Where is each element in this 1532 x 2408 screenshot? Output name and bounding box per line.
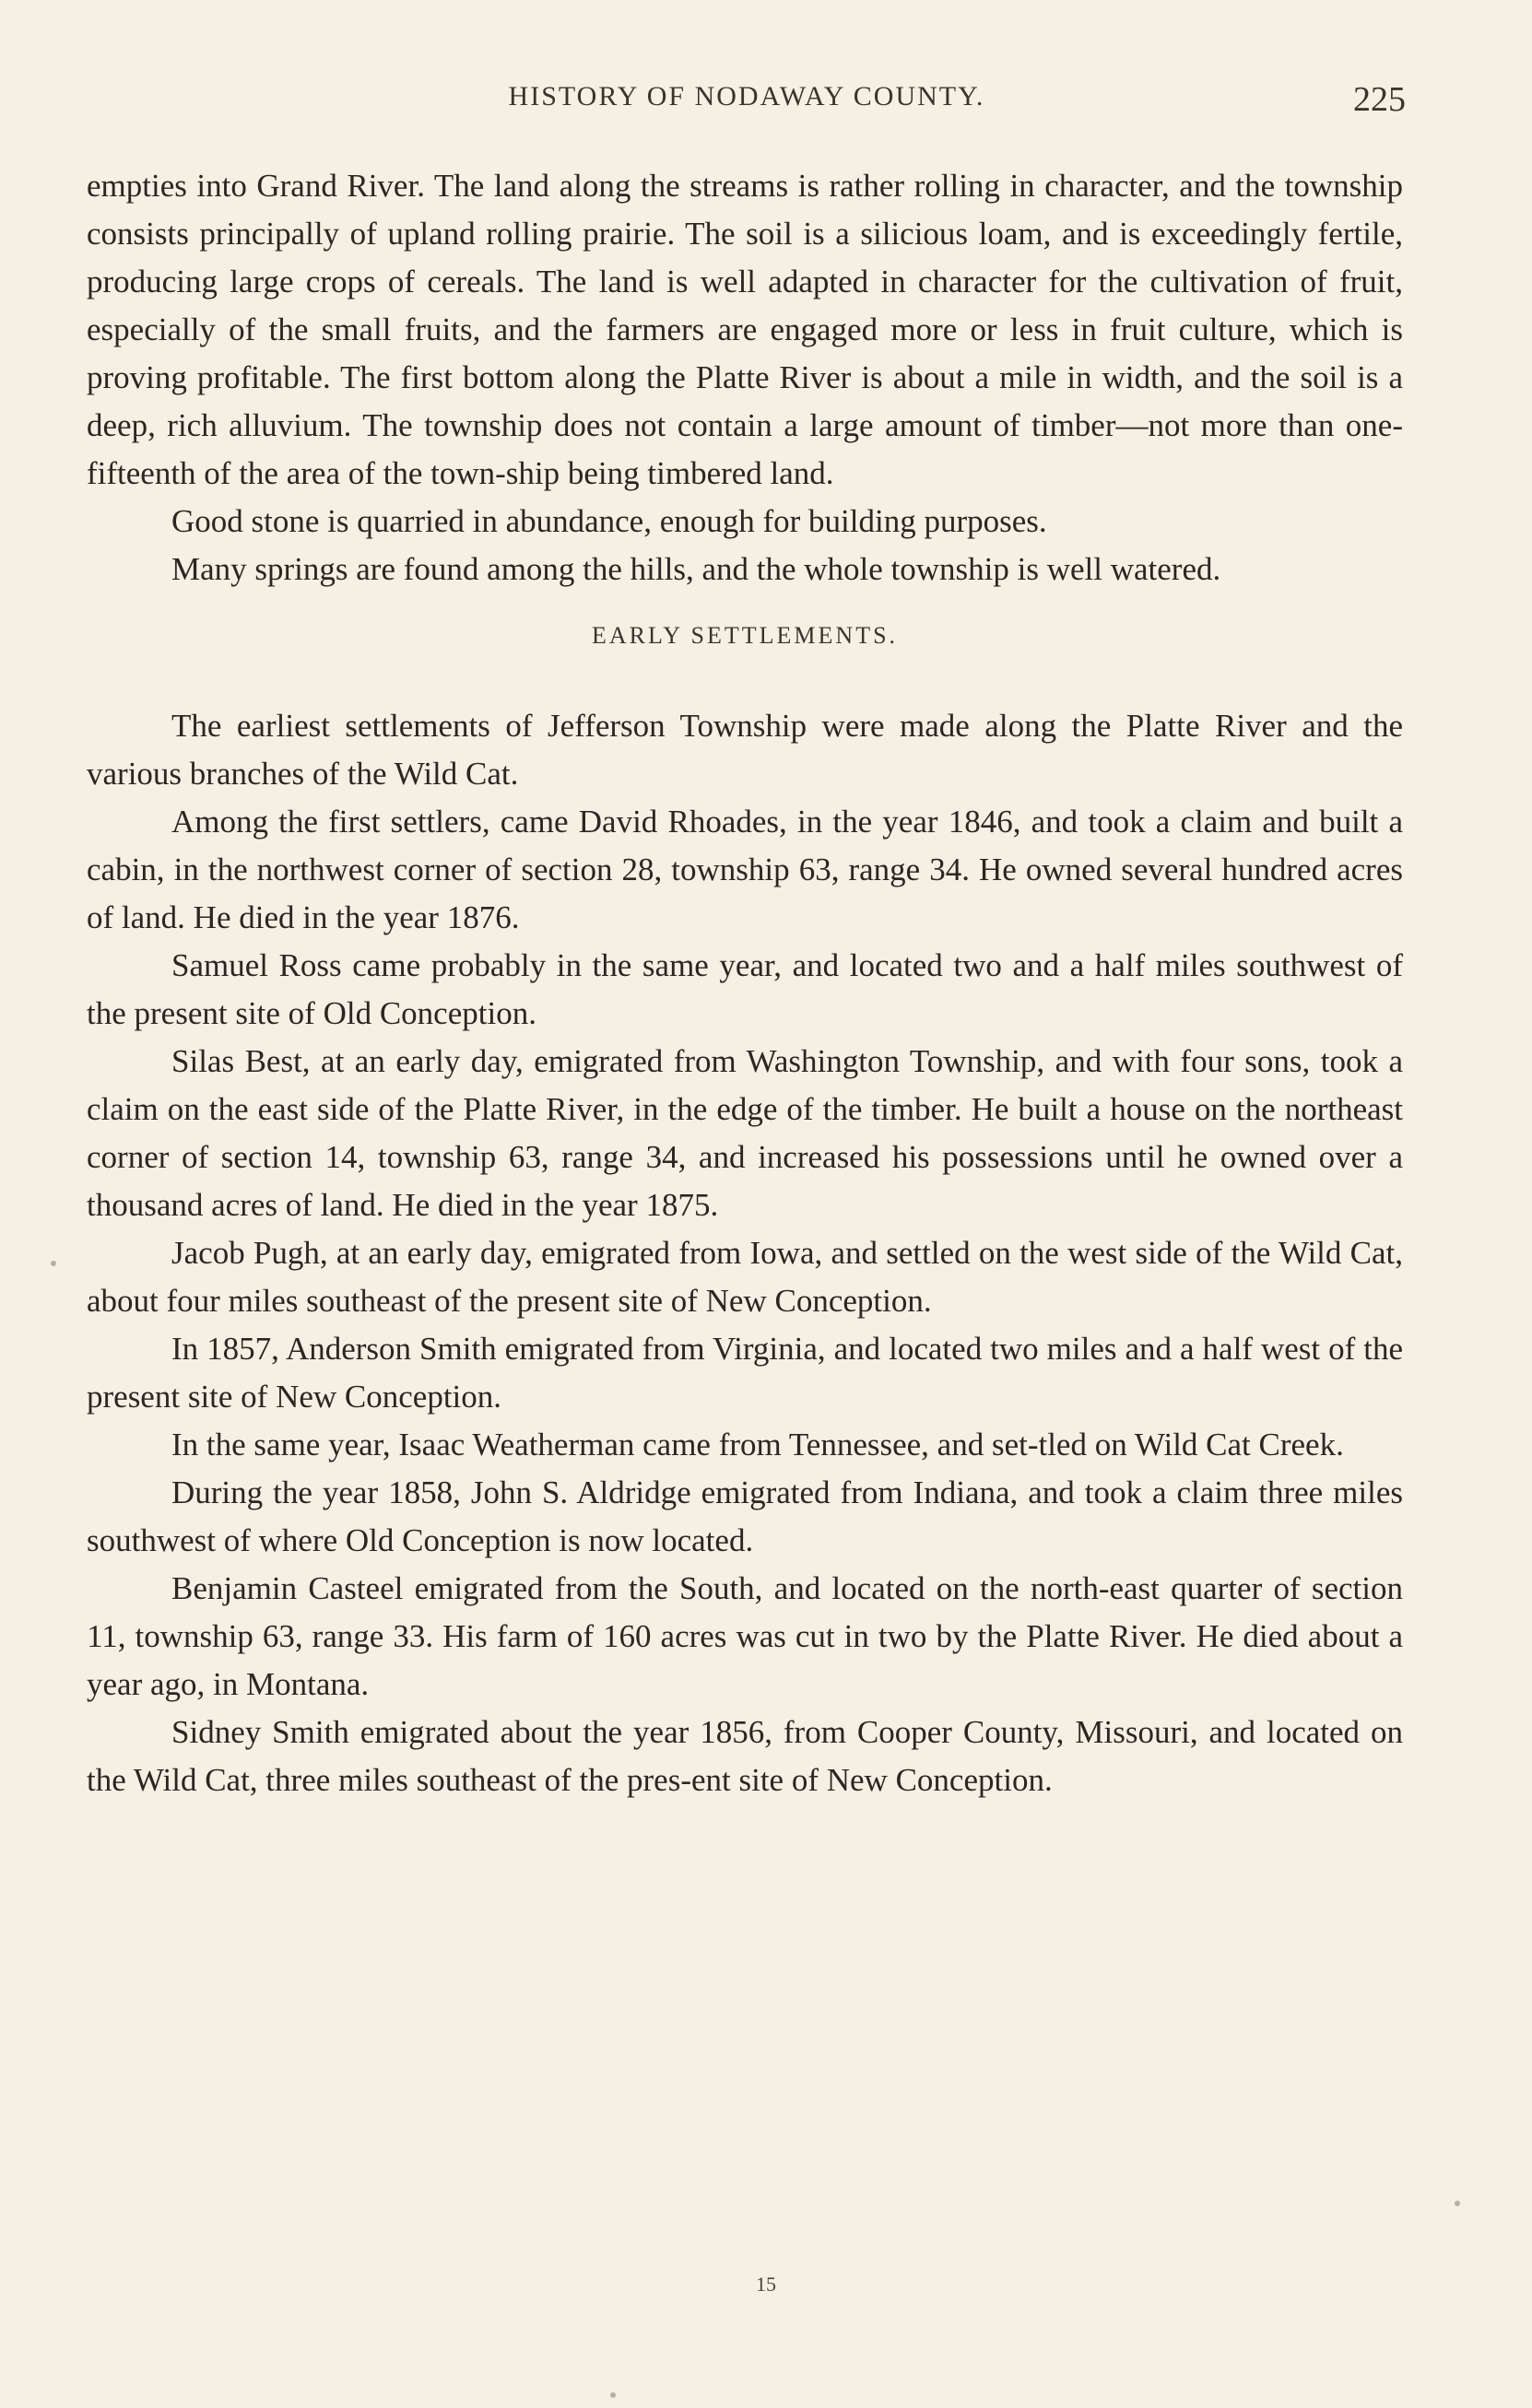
- section-heading: EARLY SETTLEMENTS.: [591, 622, 899, 649]
- paragraph: Silas Best, at an early day, emigrated from Washington Township, and with four sons, took a claim on the east side of the Platte River, in the edge of the timber. He built a house on the northeast corner of section 14, township 63, range 34, and increased his possessions until he owned over a thousand acres of land. He died in the year 1875.: [87, 1043, 1403, 1223]
- running-title: HISTORY OF NODAWAY COUNTY.: [508, 81, 985, 112]
- paragraph: empties into Grand River. The land along the streams is rather rolling in character, and the township consists principally of upland rolling prairie. The soil is a silicious loam, and is exceedingly fertile, producing large crops of cereals. The land is well adapted in character for the cultivation of fruit, especially of the small fruits, and the farmers are engaged more or less in fruit culture, which is proving profitable. The first bottom along the Platte River is about a mile in width, and the soil is a deep, rich alluvium. The township does not contain a large amount of timber—not more than one-fifteenth of the area of the town-ship being timbered land.: [87, 168, 1403, 491]
- paragraph: Good stone is quarried in abundance, enough for building purposes.: [171, 503, 1047, 539]
- paragraph: In 1857, Anderson Smith emigrated from Virginia, and located two miles and a half west of the present site of New Conception.: [87, 1331, 1403, 1415]
- paper-speck: [51, 1261, 56, 1266]
- paper-speck: [1455, 2201, 1460, 2206]
- body-text: [87, 162, 1403, 1804]
- paper-speck: [610, 2392, 616, 2398]
- paragraph: In the same year, Isaac Weatherman came from Tennessee, and set-tled on Wild Cat Creek.: [171, 1427, 1344, 1462]
- page-header: [88, 81, 1406, 127]
- signature-mark: 15: [756, 2273, 776, 2296]
- paragraph: Samuel Ross came probably in the same year, and located two and a half miles southwest of the present site of Old Conception.: [87, 947, 1403, 1031]
- page-number: 225: [1353, 80, 1406, 119]
- paragraph: Benjamin Casteel emigrated from the South, and located on the north-east quarter of section 11, township 63, range 33. His farm of 160 acres was cut in two by the Platte River. He died about a year ago, in Montana.: [87, 1570, 1403, 1702]
- paragraph: During the year 1858, John S. Aldridge emigrated from Indiana, and took a claim three miles southwest of where Old Conception is now located.: [87, 1474, 1403, 1558]
- paragraph: The earliest settlements of Jefferson Township were made along the Platte River and the various branches of the Wild Cat.: [87, 708, 1403, 792]
- paragraph: Sidney Smith emigrated about the year 1856, from Cooper County, Missouri, and located on the Wild Cat, three miles southeast of the pres-ent site of New Conception.: [87, 1714, 1403, 1798]
- paragraph: Many springs are found among the hills, and the whole township is well watered.: [171, 551, 1221, 587]
- paragraph: Among the first settlers, came David Rhoades, in the year 1846, and took a claim and built a cabin, in the northwest corner of section 28, township 63, range 34. He owned several hundred acres of land. He died in the year 1876.: [87, 804, 1403, 935]
- paragraph: Jacob Pugh, at an early day, emigrated from Iowa, and settled on the west side of the Wild Cat, about four miles southeast of the present site of New Conception.: [87, 1235, 1403, 1319]
